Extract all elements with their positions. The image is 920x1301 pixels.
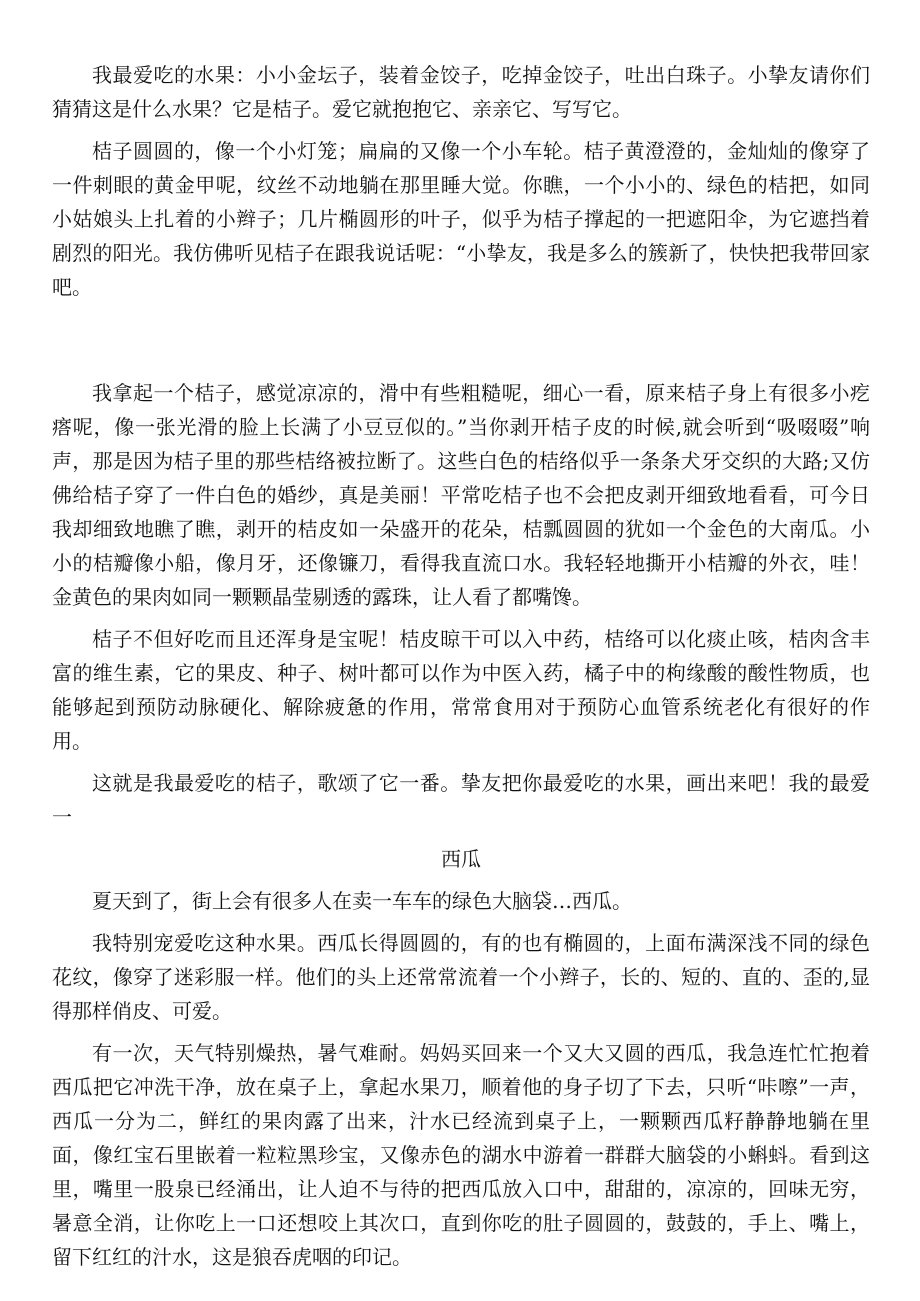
paragraph-orange-appearance: 桔子圆圆的，像一个小灯笼；扁扁的又像一个小车轮。桔子黄澄澄的，金灿灿的像穿了一件刺眼的黄金甲呢，纹丝不动地躺在那里睡大觉。你瞧，一个小小的、绿色的桔把，如同小姑娘头上扎着的小辫子；几片椭圆形的叶子，似乎为桔子撑起的一把遮阳伞，为它遮挡着剧烈的阳光。我仿佛听见桔子在跟我说话呢：“小挚友，我是多么的簇新了，快快把我带回家吧。 xyxy=(52,139,870,299)
section-heading-watermelon: 西瓜 xyxy=(441,847,481,871)
blank-gap xyxy=(52,312,870,376)
paragraph-watermelon-intro: 夏天到了，街上会有很多人在卖一车车的绿色大脑袋…西瓜。 xyxy=(92,889,632,913)
paragraph-watermelon-appearance: 我特别宠爱吃这种水果。西瓜长得圆圆的，有的也有椭圆的，上面布满深浅不同的绿色花纹，像穿了迷彩服一样。他们的头上还常常流着一个小辫子，长的、短的、直的、歪的,显得那样俏皮、可爱。 xyxy=(52,931,870,1023)
paragraph-riddle: 我最爱吃的水果：小小金坛子，装着金饺子，吃掉金饺子，吐出白珠子。小挚友请你们猜猜这是什么水果？它是桔子。爱它就抱抱它、亲亲它、写写它。 xyxy=(52,63,870,121)
paragraph-orange-benefits: 桔子不但好吃而且还浑身是宝呢！桔皮晾干可以入中药，桔络可以化痰止咳，桔肉含丰富的维生素，它的果皮、种子、树叶都可以作为中医入药，橘子中的枸缘酸的酸性物质，也能够起到预防动脉硬化、解除疲惫的作用，常常食用对于预防心血管系统老化有很好的作用。 xyxy=(52,627,870,753)
paragraph-orange-peeling: 我拿起一个桔子，感觉凉凉的，滑中有些粗糙呢，细心一看，原来桔子身上有很多小疙瘩呢，像一张光滑的脸上长满了小豆豆似的。”当你剥开桔子皮的时候,就会听到“吸啜啜”响声，那是因为桔子里的那些桔络被拉断了。这些白色的桔络似乎一条条犬牙交织的大路;又仿佛给桔子穿了一件白色的婚纱，真是美丽！平常吃桔子也不会把皮剥开细致地看看，可今日我却细致地瞧了瞧，剥开的桔皮如一朵盛开的花朵，桔瓢圆圆的犹如一个金色的大南瓜。小小的桔瓣像小船，像月牙，还像镰刀，看得我直流口水。我轻轻地撕开小桔瓣的外衣，哇！金黄色的果肉如同一颗颗晶莹剔透的露珠，让人看了都嘴馋。 xyxy=(52,381,870,609)
document-body xyxy=(52,58,870,1282)
paragraph-watermelon-story: 有一次，天气特别燥热，暑气难耐。妈妈买回来一个又大又圆的西瓜，我急连忙忙抱着西瓜把它冲洗干净，放在桌子上，拿起水果刀，顺着他的身子切了下去，只听“咔嚓”一声，西瓜一分为二，鲜红的果肉露了出来，汁水已经流到桌子上，一颗颗西瓜籽静静地躺在里面，像红宝石里嵌着一粒粒黑珍宝，又像赤色的湖水中游着一群群大脑袋的小蝌蚪。看到这里，嘴里一股泉已经涌出，让人迫不与待的把西瓜放入口中，甜甜的，凉凉的，回味无穷，暑意全消，让你吃上一口还想咬上其次口，直到你吃的肚子圆圆的，鼓鼓的，手上、嘴上，留下红红的汁水，这是狼吞虎咽的印记。 xyxy=(52,1041,870,1269)
paragraph-orange-conclusion: 这就是我最爱吃的桔子，歌颂了它一番。挚友把你最爱吃的水果，画出来吧！我的最爱一 xyxy=(52,771,870,829)
